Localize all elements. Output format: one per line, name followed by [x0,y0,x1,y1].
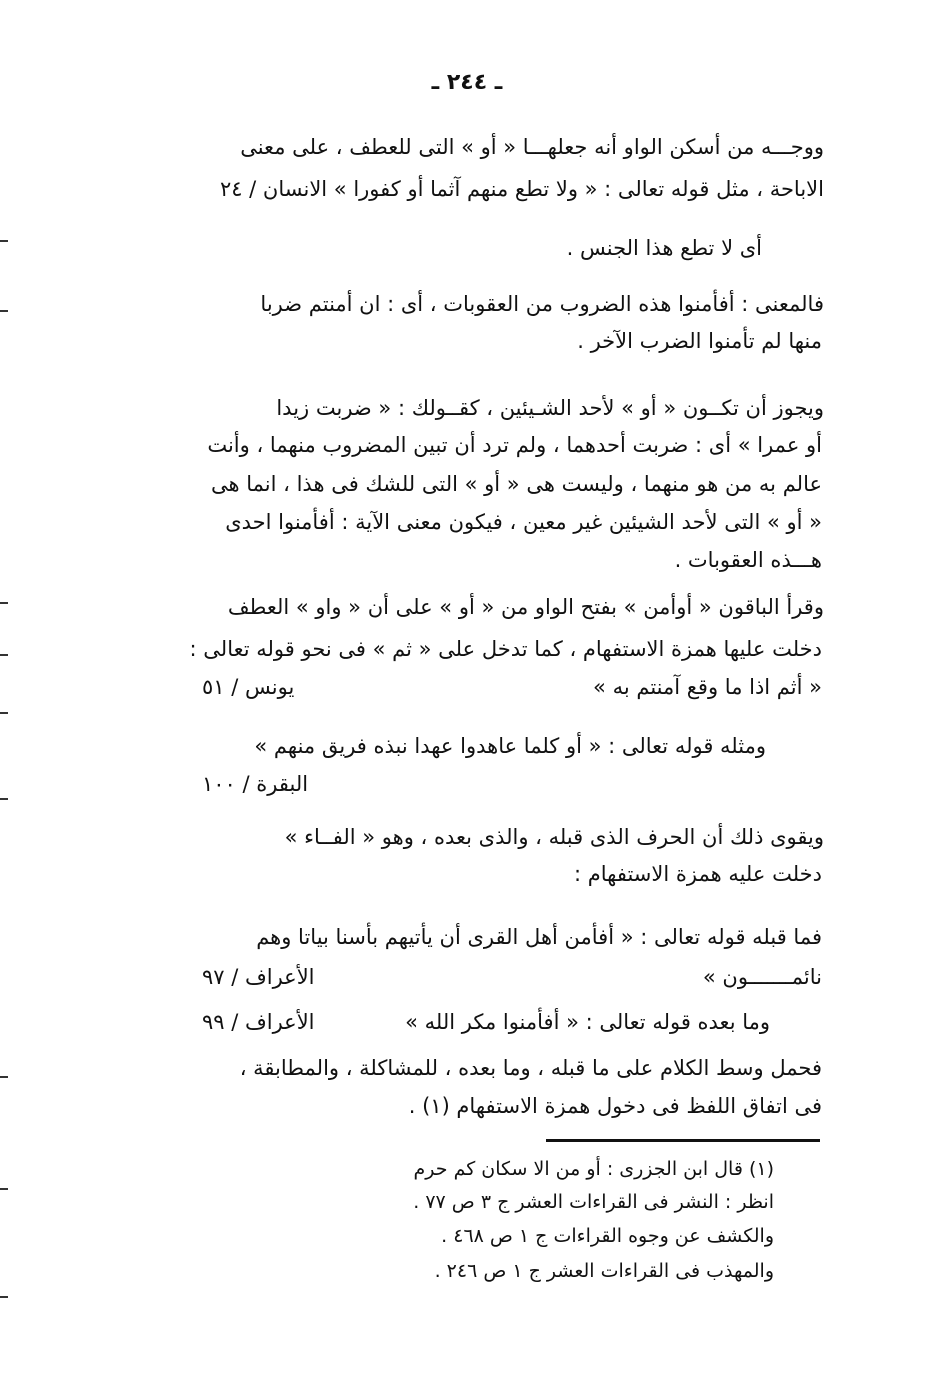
text-line: دخلت عليها همزة الاستفهام ، كما تدخل على « ثم » فى نحو قوله تعالى : [189,637,822,661]
scan-mark [0,1296,8,1298]
text-line: الاباحة ، مثل قوله تعالى : « ولا تطع منهم آثما أو كفورا » الانسان / ٢٤ [219,177,824,201]
text-line: دخلت عليه همزة الاستفهام : [573,862,822,886]
page-number: ـ ٢٤٤ ـ [431,70,503,95]
footnote-separator [546,1139,820,1142]
text-line: هـــذه العقوبات . [674,548,822,572]
text-line: « أثم اذا ما وقع آمنتم به » [593,675,822,699]
scan-mark [0,1076,8,1078]
text-line: فى اتفاق اللفظ فى دخول همزة الاستفهام (١) . [408,1094,822,1118]
scan-mark [0,240,8,242]
scan-mark [0,310,8,312]
text-line: وقرأ الباقون « أوأمن » بفتح الواو من « أو » على أن « واو » العطف [227,595,824,619]
verse-reference: يونس / ٥١ [202,675,295,699]
footnote-line: انظر : النشر فى القراءات العشر ج ٣ ص ٧٧ . [413,1191,774,1213]
text-line: فحمل وسط الكلام على ما قبله ، وما بعده ، للمشاكلة ، والمطابقة ، [239,1056,822,1080]
text-line: ووجـــه من أسكن الواو أنه جعلهـــا « أو » التى للعطف ، على معنى [240,135,824,159]
footnote-line: والمهذب فى القراءات العشر ج ١ ص ٢٤٦ . [434,1260,774,1282]
text-line: نائمـــــــون » [702,965,822,989]
text-line: ومثله قوله تعالى : « أو كلما عاهدوا عهدا نبذه فريق منهم » [254,734,766,758]
scan-mark [0,712,8,714]
text-line: أو عمرا » أى : ضربت أحدهما ، ولم ترد أن تبين المضروب منهما ، وأنت [207,433,822,457]
text-line: وما بعده قوله تعالى : « أفأمنوا مكر الله » [405,1010,770,1034]
footnote-line: (١) قال ابن الجزرى : أو من الا سكان كم حرم [413,1158,774,1180]
scan-mark [0,798,8,800]
text-line: منها لم تأمنوا الضرب الآخر . [577,329,822,353]
text-line: فما قبله قوله تعالى : « أفأمن أهل القرى أن يأتيهم بأسنا بياتا وهم [256,925,822,949]
text-line: ويقوى ذلك أن الحرف الذى قبله ، والذى بعده ، وهو « الفــاء » [284,825,824,849]
text-line: « أو » التى لأحد الشيئين غير معين ، فيكون معنى الآية : أفأمنوا احدى [225,510,822,534]
verse-reference: البقرة / ١٠٠ [202,772,309,796]
text-line: ويجوز أن تكــون « أو » لأحد الشـيئين ، كقــولك : « ضربت زيدا [276,396,824,420]
scan-mark [0,602,8,604]
text-line: أى لا تطع هذا الجنس . [566,236,762,260]
scan-mark [0,1188,8,1190]
scan-mark [0,654,8,656]
footnote-line: والكشف عن وجوه القراءات ج ١ ص ٤٦٨ . [441,1225,774,1247]
verse-reference: الأعراف / ٩٧ [202,965,315,989]
text-line: عالم به من هو منهما ، وليست هى « أو » التى للشك فى هذا ، انما هى [210,472,822,496]
verse-reference: الأعراف / ٩٩ [202,1010,315,1034]
text-line: فالمعنى : أفأمنوا هذه الضروب من العقوبات ، أى : ان أمنتم ضربا [260,292,824,316]
